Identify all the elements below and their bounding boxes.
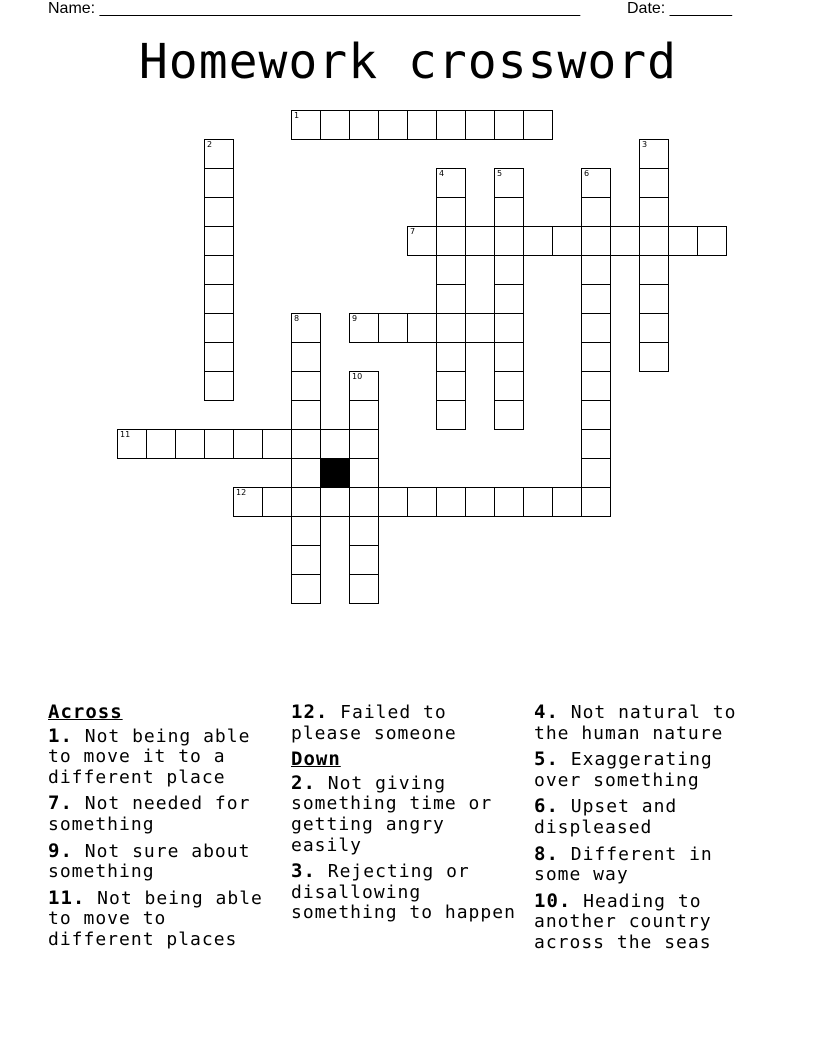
clues-column-1 (48, 702, 284, 956)
crossword-cell[interactable] (320, 487, 350, 517)
clue-number: 11. (48, 886, 86, 909)
name-field-label: Name: ______________________________________________________ (48, 0, 581, 17)
crossword-cell[interactable] (262, 429, 292, 459)
clue-across-12 (291, 702, 527, 744)
date-field-label: Date: _______ (627, 0, 732, 17)
crossword-cell[interactable] (639, 139, 669, 169)
clue-number-label: 3 (642, 140, 648, 149)
clue-number: 9. (48, 839, 73, 862)
crossword-cell[interactable] (436, 197, 466, 227)
crossword-cell[interactable] (494, 313, 524, 343)
crossword-cell[interactable] (175, 429, 205, 459)
clue-number-label: 6 (584, 169, 590, 178)
crossword-cell[interactable] (494, 371, 524, 401)
crossword-cell[interactable] (204, 342, 234, 372)
crossword-cell[interactable] (581, 197, 611, 227)
crossword-cell[interactable] (465, 110, 495, 140)
clue-text: Exaggerating over something (534, 749, 713, 791)
clue-number: 1. (48, 724, 73, 747)
crossword-cell[interactable] (349, 458, 379, 488)
crossword-cell[interactable] (639, 197, 669, 227)
crossword-cell[interactable] (581, 255, 611, 285)
crossword-cell[interactable] (349, 429, 379, 459)
clues-column-3 (534, 702, 770, 959)
clue-text: Failed to please someone (291, 702, 457, 744)
crossword-cell[interactable] (291, 371, 321, 401)
clue-down-4 (534, 702, 770, 744)
crossword-cell[interactable] (349, 545, 379, 575)
crossword-cell[interactable] (581, 429, 611, 459)
crossword-cell[interactable] (407, 487, 437, 517)
clue-down-5 (534, 749, 770, 791)
crossword-cell[interactable] (291, 110, 321, 140)
crossword-cell[interactable] (697, 226, 727, 256)
crossword-cell[interactable] (204, 139, 234, 169)
crossword-cell[interactable] (349, 371, 379, 401)
crossword-cell[interactable] (204, 226, 234, 256)
crossword-cell[interactable] (233, 429, 263, 459)
crossword-cell[interactable] (552, 487, 582, 517)
clue-number: 3. (291, 860, 316, 883)
crossword-cell[interactable] (320, 110, 350, 140)
crossword-cell[interactable] (581, 487, 611, 517)
crossword-cell[interactable] (581, 458, 611, 488)
clue-number: 4. (534, 701, 559, 723)
crossword-cell[interactable] (436, 400, 466, 430)
clue-number-label: 5 (497, 169, 503, 178)
page-title: Homework crossword (138, 34, 678, 90)
crossword-cell[interactable] (378, 313, 408, 343)
crossword-cell[interactable] (349, 110, 379, 140)
crossword-cell[interactable] (407, 226, 437, 256)
crossword-cell[interactable] (436, 487, 466, 517)
clue-text: Not needed for something (48, 793, 251, 835)
clue-text: Rejecting or disallowing something to happen (291, 861, 516, 924)
clue-text: Not being able to move to different places (48, 887, 263, 950)
crossword-cell[interactable] (349, 574, 379, 604)
crossword-cell[interactable] (204, 371, 234, 401)
clue-text: Different in some way (534, 843, 713, 886)
clue-down-10 (534, 891, 770, 954)
crossword-cell[interactable] (436, 342, 466, 372)
crossword-cell[interactable] (291, 516, 321, 546)
crossword-cell[interactable] (436, 313, 466, 343)
clue-number-label: 10 (352, 372, 363, 381)
crossword-cell[interactable] (204, 197, 234, 227)
crossword-cell[interactable] (204, 284, 234, 314)
clue-across-1 (48, 726, 284, 789)
down-heading: Down (291, 748, 341, 771)
clue-number-label: 1 (294, 111, 300, 120)
clue-text: Heading to another country across the seas (534, 890, 712, 953)
crossword-cell[interactable] (552, 226, 582, 256)
crossword-cell[interactable] (581, 313, 611, 343)
crossword-cell[interactable] (349, 516, 379, 546)
crossword-cell[interactable] (668, 226, 698, 256)
crossword-cell[interactable] (262, 487, 292, 517)
crossword-cell[interactable] (581, 226, 611, 256)
crossword-cell[interactable] (291, 342, 321, 372)
crossword-cell[interactable] (291, 429, 321, 459)
across-heading: Across (48, 701, 123, 723)
clue-down-6 (534, 796, 770, 838)
crossword-cell[interactable] (523, 110, 553, 140)
crossword-cell[interactable] (494, 400, 524, 430)
crossword-cell[interactable] (291, 574, 321, 604)
clue-number-label: 8 (294, 314, 300, 323)
crossword-cell[interactable] (494, 342, 524, 372)
clue-number: 10. (534, 889, 572, 912)
crossword-cell[interactable] (291, 400, 321, 430)
crossword-cell[interactable] (465, 226, 495, 256)
crossword-cell[interactable] (378, 487, 408, 517)
crossword-cell[interactable] (581, 284, 611, 314)
crossword-cell[interactable] (291, 313, 321, 343)
clue-down-3 (291, 861, 527, 924)
clue-down-8 (534, 844, 770, 886)
crossword-cell[interactable] (494, 255, 524, 285)
clue-text: Not sure about something (48, 840, 251, 883)
crossword-cell[interactable] (407, 313, 437, 343)
clue-number: 2. (291, 771, 316, 794)
clue-number-label: 4 (439, 169, 445, 178)
crossword-cell[interactable] (320, 429, 350, 459)
clue-number: 7. (48, 792, 73, 815)
clue-across-11 (48, 888, 284, 951)
crossword-cell[interactable] (291, 458, 321, 488)
clue-text: Not giving something time or getting angry easily (291, 772, 493, 856)
clue-across-7 (48, 793, 284, 835)
crossword-cell[interactable] (233, 487, 263, 517)
clues-column-2 (291, 702, 527, 929)
clue-number: 8. (534, 842, 559, 865)
crossword-cell[interactable] (465, 487, 495, 517)
crossword-cell[interactable] (436, 284, 466, 314)
clue-text: Upset and displeased (534, 796, 678, 838)
crossword-cell[interactable] (436, 168, 466, 198)
clue-text: Not being able to move it to a different place (48, 725, 251, 788)
crossword-cell[interactable] (639, 313, 669, 343)
crossword-cell[interactable] (204, 313, 234, 343)
crossword-cell[interactable] (639, 255, 669, 285)
black-square (320, 458, 350, 488)
clue-number: 12. (291, 701, 329, 723)
crossword-cell[interactable] (204, 168, 234, 198)
clue-number-label: 7 (410, 227, 416, 236)
crossword-cell[interactable] (291, 487, 321, 517)
crossword-cell[interactable] (523, 487, 553, 517)
crossword-cell[interactable] (494, 284, 524, 314)
clue-number: 5. (534, 748, 559, 771)
crossword-cell[interactable] (581, 342, 611, 372)
crossword-cell[interactable] (639, 168, 669, 198)
crossword-cell[interactable] (436, 255, 466, 285)
crossword-cell[interactable] (639, 226, 669, 256)
crossword-cell[interactable] (494, 197, 524, 227)
crossword-cell[interactable] (494, 226, 524, 256)
crossword-cell[interactable] (436, 371, 466, 401)
clue-number-label: 2 (207, 140, 213, 149)
crossword-cell[interactable] (349, 487, 379, 517)
crossword-cell[interactable] (610, 226, 640, 256)
clue-down-2 (291, 773, 527, 856)
crossword-cell[interactable] (349, 400, 379, 430)
crossword-cell[interactable] (436, 226, 466, 256)
clue-number: 6. (534, 795, 559, 818)
crossword-cell[interactable] (291, 545, 321, 575)
crossword-cell[interactable] (581, 400, 611, 430)
crossword-cell[interactable] (581, 168, 611, 198)
clue-across-9 (48, 841, 284, 883)
clue-number-label: 9 (352, 314, 358, 323)
crossword-cell[interactable] (523, 226, 553, 256)
crossword-cell[interactable] (436, 110, 466, 140)
crossword-cell[interactable] (639, 284, 669, 314)
crossword-cell[interactable] (465, 313, 495, 343)
crossword-cell[interactable] (581, 371, 611, 401)
crossword-cell[interactable] (494, 110, 524, 140)
crossword-cell[interactable] (494, 487, 524, 517)
crossword-cell[interactable] (117, 429, 147, 459)
clue-number-label: 12 (236, 488, 247, 497)
crossword-cell[interactable] (407, 110, 437, 140)
crossword-cell[interactable] (639, 342, 669, 372)
crossword-cell[interactable] (146, 429, 176, 459)
clue-number-label: 11 (120, 430, 131, 439)
crossword-cell[interactable] (349, 313, 379, 343)
clue-text: Not natural to the human nature (534, 702, 737, 744)
crossword-cell[interactable] (378, 110, 408, 140)
crossword-cell[interactable] (204, 429, 234, 459)
crossword-cell[interactable] (204, 255, 234, 285)
crossword-cell[interactable] (494, 168, 524, 198)
